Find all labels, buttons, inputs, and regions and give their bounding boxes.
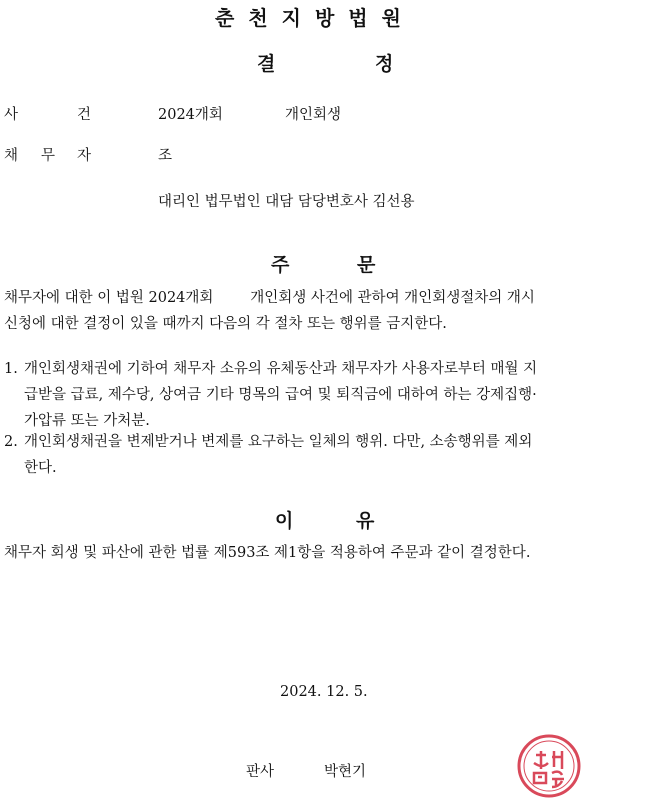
order-item-2	[4, 429, 532, 481]
judge-seal-stamp	[516, 733, 582, 799]
debtor-label-char-1: 채	[4, 148, 19, 164]
order-heading-right: 문	[357, 254, 376, 276]
debtor-label-char-3: 자	[77, 148, 92, 164]
decision-title-left: 결	[257, 53, 276, 75]
case-label-char-1: 사	[4, 107, 19, 123]
debtor-label-char-2: 무	[41, 148, 56, 164]
reason-heading-left: 이	[275, 510, 294, 532]
order-item-line: 한다.	[24, 460, 57, 476]
legal-representative: 대리인 법무법인 대담 담당변호사 김선용	[158, 194, 415, 210]
order-item-number: 1.	[4, 361, 18, 377]
court-name: 춘천지방법원	[215, 6, 415, 30]
case-name: 개인회생	[285, 107, 342, 123]
order-intro	[4, 285, 535, 337]
order-item-1	[4, 356, 537, 434]
reason-heading-right: 유	[356, 510, 375, 532]
decision-date: 2024. 12. 5.	[280, 684, 368, 700]
debtor-name: 조	[158, 148, 173, 164]
judge-title: 판사	[246, 764, 275, 780]
decision-title-right: 정	[375, 53, 394, 75]
case-label-char-2: 건	[77, 107, 92, 123]
order-item-line: 급받을 급료, 제수당, 상여금 기타 명목의 급여 및 퇴직금에 대하여 하는 강제집행·	[24, 387, 537, 403]
judge-name: 박현기	[324, 764, 367, 780]
order-item-number: 2.	[4, 434, 18, 450]
case-number: 2024개회	[158, 107, 223, 123]
reason-text: 채무자 회생 및 파산에 관한 법률 제593조 제1항을 적용하여 주문과 같이 결정한다.	[4, 545, 531, 561]
order-heading-left: 주	[271, 254, 290, 276]
order-intro-line-2: 신청에 대한 결정이 있을 때까지 다음의 각 절차 또는 행위를 금지한다.	[4, 316, 447, 332]
order-item-line: 개인회생채권을 변제받거나 변제를 요구하는 일체의 행위. 다만, 소송행위를 제외	[24, 434, 533, 450]
order-item-line: 가압류 또는 가처분.	[24, 413, 150, 429]
order-item-line: 개인회생채권에 기하여 채무자 소유의 유체동산과 채무자가 사용자로부터 매월 지	[24, 361, 538, 377]
order-intro-line-1: 채무자에 대한 이 법원 2024개회 개인회생 사건에 관하여 개인회생절차의 개시	[4, 290, 535, 306]
